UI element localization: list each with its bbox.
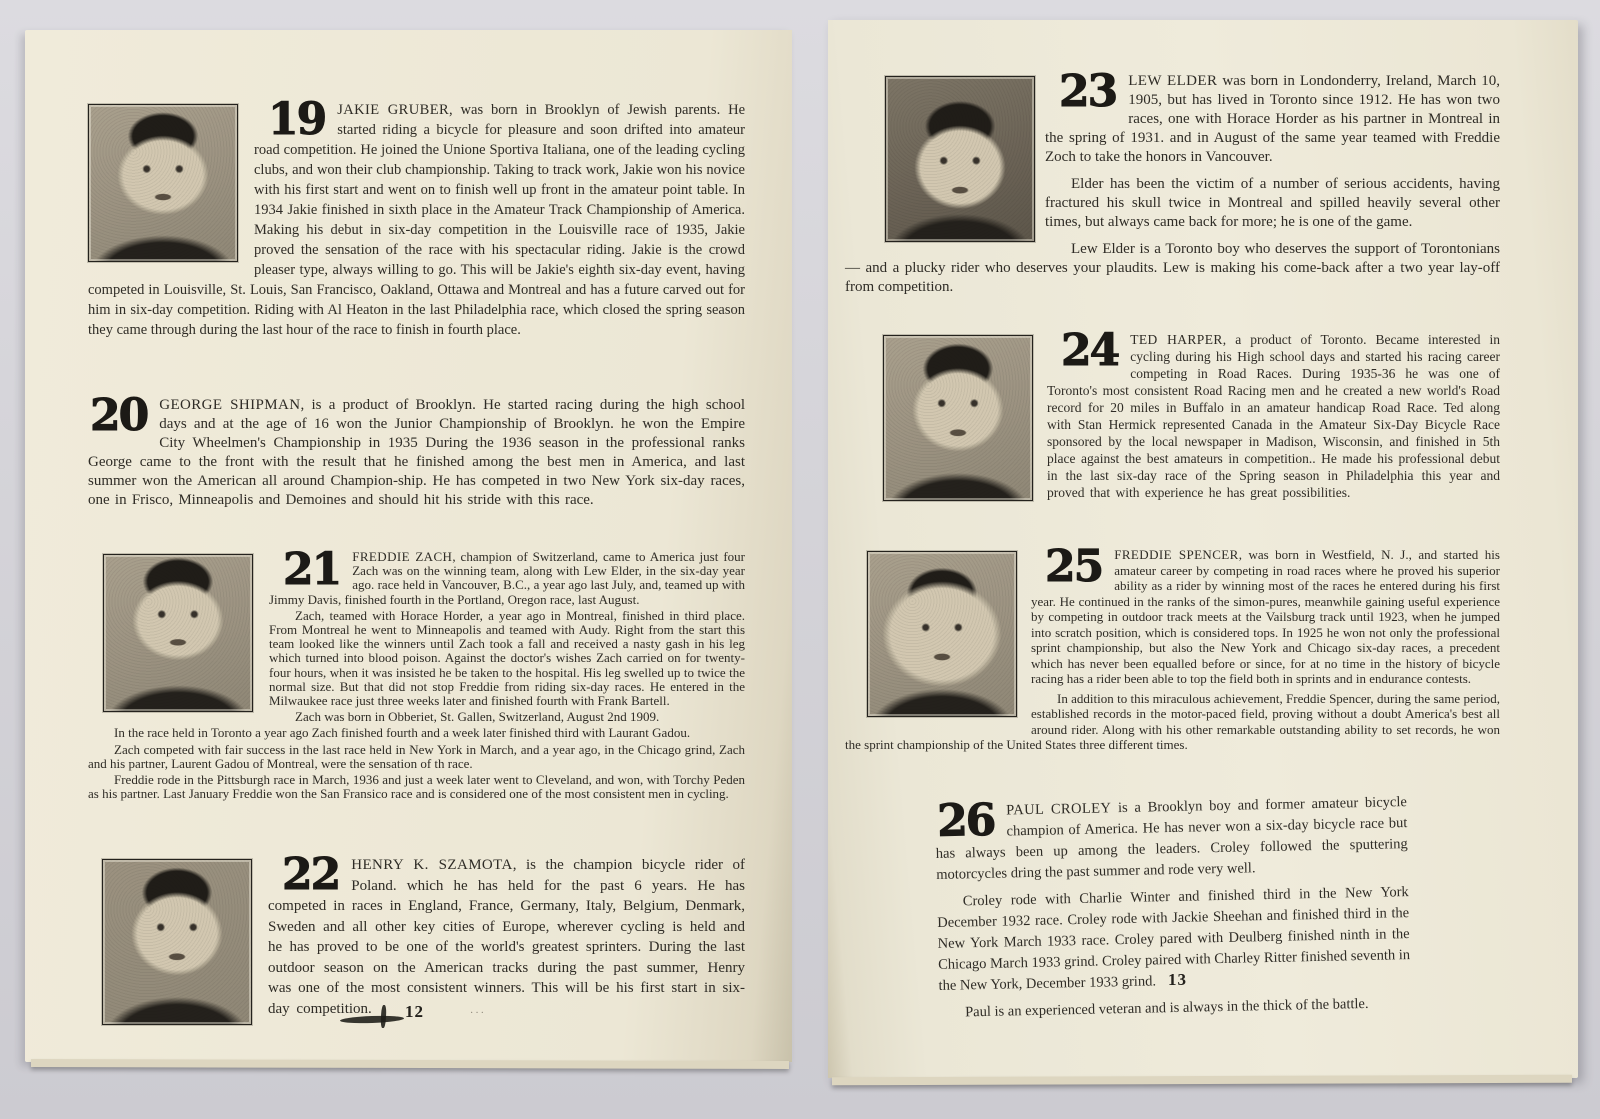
bio-text: , champion of Switzerland, came to America just four Zach was on the winning team, along with Lew Elder, in the six-day year ago. race held in Vancouver, B.C., a year ago last July, and, teamed up with Jimmy Davis, finished fourth in the Portland, Oregon race, last August. [269,549,745,607]
bio-text: , a product of Toronto. Became interested in cycling during his High school days and started his racing career competing in Road Races. During 1935-36 he was one of Toronto's most consistent Road Racing men and he created a new world's Road record for 20 miles in Buffalo in an amateur handicap Road Race. Ted along with Stan Hermick represented Canada in the Amateur Six-Day Bicycle Race sponsored by the local newspaper in Madison, Wisconsin, and finished in 5th place against the best amateurs in competition.. He made his professional debut in the last six-day race of the Spring season in Philadelphia this year and proved that with experience he has great possibilities. [1047,332,1500,500]
rider-entry-20 [88,390,745,510]
rider-bio-paragraph: Freddie rode in the Pittsburgh race in March, 1936 and just a week later went to Cleveland, and won, with Torchy Peden as his partner. Last January Freddie won the San Fransico race and is considered one of the most consistent men in cycling. [88,772,745,802]
rider-entry-19 [88,94,746,340]
bio-text: , is the champion bicycle rider of Poland. which he has held for the past 6 years. He has competed in races in England, France, Germany, Italy, Belgium, Denmark, Sweden and all other key cities of Europe, wherever cycling is held and he has proved to be one of the world's greatest sprinters. During the last outdoor season on the American tracks during the past summer, Henry was one of the most consistent winners. This will be his first start in six-day competition. [268,857,745,1017]
page-under-edge [832,1075,1572,1086]
bio-text: is a Brooklyn boy and former amateur bicycle champion of America. He has never won a six-day bicycle race but has always been up among the leaders. Croley followed the sputtering motorcycles dring the past summer and rode very well. [935,793,1408,883]
print-speck: ··· [470,1008,486,1019]
rider-bio [935,792,1409,886]
bio-text: , is a product of Brooklyn. He started racing during the high school days and at the age of 16 won the Junior Championship of Brooklyn. he won the Empire City Wheelmen's Championship in 1935 During the 1936 season in the professional ranks George came to the front with the result that he finished among the best men in America, and last summer won the American all around Champion-ship. He has competed in two New York six-day races, one in Frisco, Minneapolis and Demoines and should hit his stride with this race. [88,397,745,508]
page-right-content [845,20,1500,1019]
page-number-left: 12 [405,1002,424,1021]
rider-bio-paragraph: Zach, teamed with Horace Horder, a year ago in Montreal, finished in third place. From Montreal he went to Minneapolis and teamed with Audy. Right from the start this team looked like the winners until Zach took a fall and received a nasty gash in his leg which turned into blood poison. Against the doctor's wishes Zach carried on for twenty-four hours, when it was insisted he be taken to the hospital. His leg swelled up to twice the normal size. But that did not stop Freddie from riding six-day races. He entered in the Milwaukee race just three weeks later and finished fourth with Frank Bartell. [269,607,745,709]
rider-bio-paragraph: In the race held in Toronto a year ago Zach finished fourth and a week later finished third with Laurant Gadou. [114,725,691,741]
rider-bio-paragraph: Elder has been the victim of a number of serious accidents, having fractured his skull twice in Montreal and spilled heavily several other times, but always came back for more; he is one of the game. [1045,176,1500,230]
rider-bio-paragraph: Croley rode with Charlie Winter and finished third in the New York December 1932 race. Croley rode with Jackie Sheehan and finished third in the New York March 1933 race. Croley pared with Deulberg finished ninth in the Chicago March 1933 grind. Croley paired with Charley Ritter finished seventh in the New York, December 1933 grind. [937,883,1411,994]
rider-bio [88,390,745,510]
rider-name: LEW ELDER [1128,73,1218,89]
rider-entry-24 [845,325,1500,507]
rider-portrait-henry-szamota-photo [102,859,252,1025]
rider-portrait-lew-elder-photo [885,76,1035,242]
booklet-page-left [25,30,792,1062]
rider-name: JAKIE GRUBER [337,102,450,118]
rider-name: TED HARPER [1130,332,1223,347]
rider-number: 23 [1059,66,1117,117]
rider-bio-paragraph: Zach was born in Obberiet, St. Gallen, Switzerland, August 2nd 1909. [295,709,660,725]
rider-name: FREDDIE SPENCER [1114,547,1239,562]
rider-portrait-ted-harper-photo [883,335,1033,501]
rider-bio-paragraph: Lew Elder is a Toronto boy who deserves the support of Torontonians — and a plucky rider who deserves your plaudits. Lew is making his come-back after a two year lay-off from competition. [845,241,1500,295]
page-number-right: 13 [1168,970,1187,989]
rider-name: FREDDIE ZACH [352,549,453,564]
booklet-page-right [828,20,1578,1078]
rider-bio-paragraph: Zach competed with fair success in the last race held in New York in March, and a year ago, in the Chicago grind, Zach and his partner, Laurent Gadou of Montreal, were the sensation of th race. [88,741,745,771]
rider-number: 24 [1061,325,1119,376]
bio-text: , was born in Westfield, N. J., and started his amateur career by competing in road races where he proved his superior ability as a rider by winning most of the races he entered during his first year. He continued in the ranks of the simon-pures, meanwhile gaining useful experience by competing in outdoor track meets at the Vailsburg track until 1923, when he jumped into scratch position, which is considered tops. In 1925 he won not only the professional sprint championship, but also the New York and Chicago six-day races, a precedent which has never been equalled before or since, for at no time in the history of bicycle racing has a rider been able to top the field both in sprints and in endurance contests. [1031,547,1500,686]
rider-number: 19 [268,94,326,145]
rider-name: GEORGE SHIPMAN [159,397,301,413]
rider-bio-paragraph: In addition to this miraculous achievement, Freddie Spencer, during the same period, established records in the motor-paced field, proving without a doubt America's best all around rider. Along with his other remarkable outstanding ability to set records, he won the sprint championship of the United States three different times. [845,690,1500,752]
rider-number: 22 [282,849,340,901]
rider-number: 20 [90,390,148,441]
rider-number: 21 [283,544,341,595]
rider-name: HENRY K. SZAMOTA [351,857,513,874]
rider-number: 26 [936,794,995,847]
rider-portrait-jakie-gruber-photo [88,104,238,262]
rider-number: 25 [1045,541,1103,592]
rider-bio-paragraph: Paul is an experienced veteran and is always in the thick of the battle. [964,995,1369,1020]
page-left-content [88,30,745,1031]
rider-entry-25 [845,541,1500,753]
page-under-edge [31,1059,789,1069]
rider-entry-21 [88,544,745,802]
rider-name: PAUL CROLEY [1005,799,1112,818]
bio-text: , was born in Brooklyn of Jewish parents. He started riding a bicycle for pleasure and soon drifted into amateur road competition. He joined the Unione Sportiva Italiana, one of the leading cycling clubs, and won their club championship. Taking to track work, Jakie won his novice with his first start and went on to finish well up front in the amateur point table. In 1934 Jakie finished in sixth place in the Amateur Track Championship of America. Making his debut in six-day competition in the Louisville race of 1935, Jakie proved the sensation of the race with his spectacular riding. Jakie is the crowd pleaser type, always willing to go. This will be Jakie's eighth six-day event, having competed in Louisville, St. Louis, San Francisco, Oakland, Ottawa and Montreal and has a future carved out for him in six-day competition. Riding with Al Heaton in the last Philadelphia race, which closed the spring season they came through during the last hour of the race to finish in fourth place. [88,102,746,338]
rider-entry-23 [845,66,1501,297]
rider-portrait-freddie-spencer-photo [867,551,1017,717]
bio-text: was born in Londonderry, Ireland, March 10, 1905, but has lived in Toronto since 1912. He has won two races, one with Horace Horder as his partner in Montreal in the spring of 1931. and in August of the same year teamed with Freddie Zoch to take the honors in Vancouver. [1045,73,1501,165]
rider-portrait-freddie-zach-photo [103,554,253,712]
